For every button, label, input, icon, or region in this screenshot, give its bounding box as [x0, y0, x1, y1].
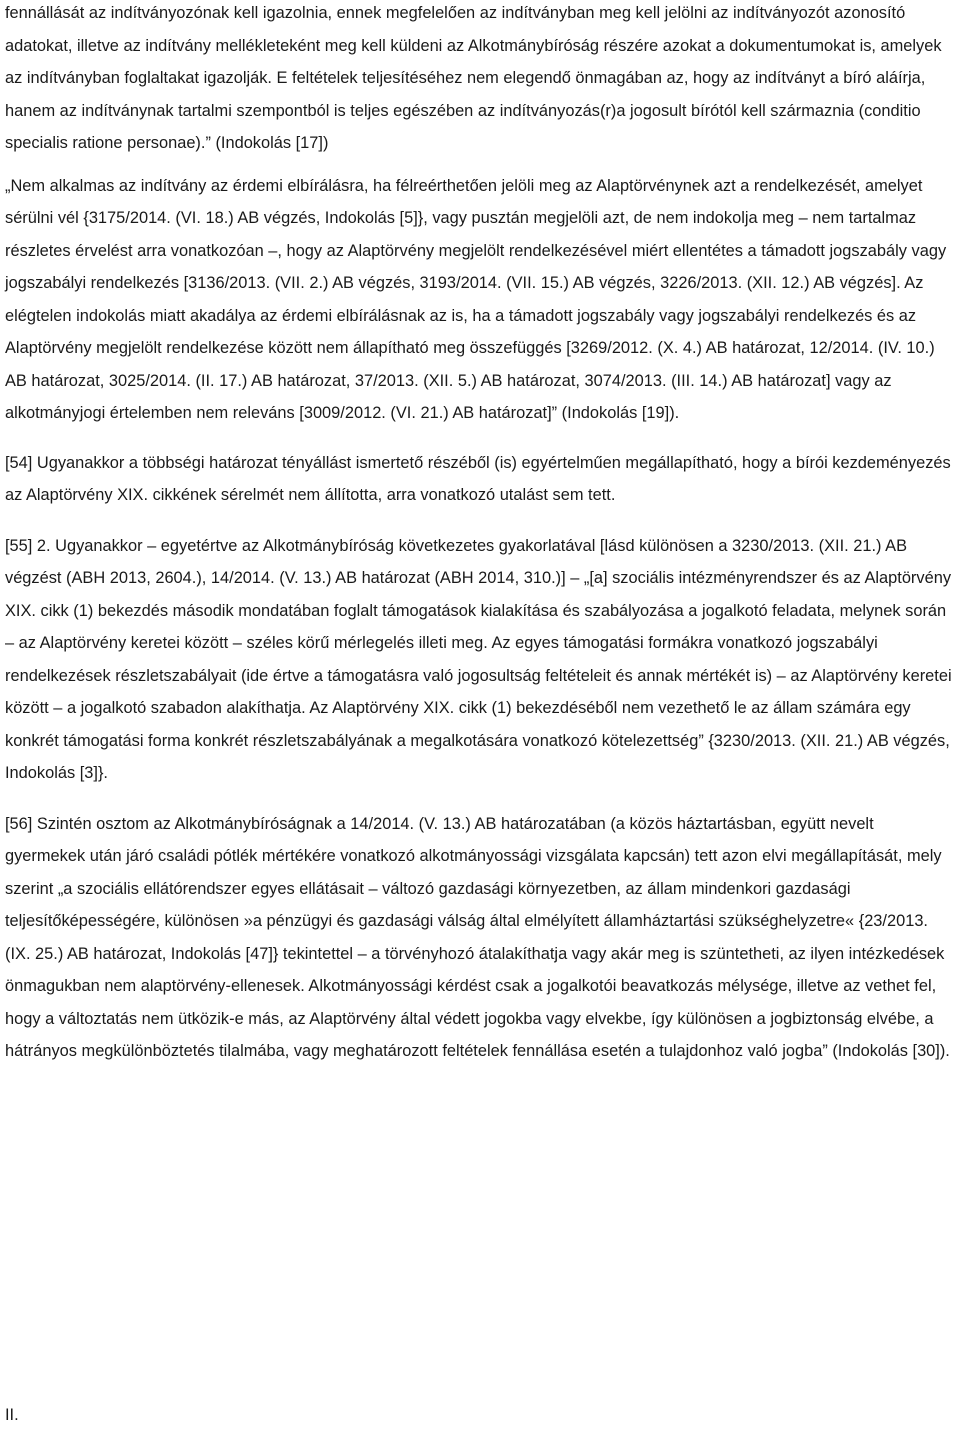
paragraph-quote-indokolas-19: „Nem alkalmas az indítvány az érdemi elbírálásra, ha félreérthetően jelöli meg az Alaptörvénynek azt a rendelkezését, amelyet sérülni vél {3175/2014. (VI. 18.) AB végzés, Indokolás [5]}, vagy pusztán megjelöli azt, de nem indokolja meg – nem tartalmaz részletes érvelést arra vonatkozóan –, hogy az Alaptörvény megjelölt rendelkezésével miért ellentétes a támadott jogszabály vagy jogszabályi rendelkezés [3136/2013. (VII. 2.) AB végzés, 3193/2014. (VII. 15.) AB végzés, 3226/2013. (XII. 12.) AB végzés]. Az elégtelen indokolás miatt akadálya az érdemi elbírálásnak az is, ha a támadott jogszabály vagy jogszabályi rendelkezés és az Alaptörvény megjelölt rendelkezése között nem állapítható meg összefüggés [3269/2012. (X. 4.) AB határozat, 12/2014. (IV. 10.) AB határozat, 3025/2014. (II. 17.) AB határozat, 37/2013. (XII. 5.) AB határozat, 3074/2013. (III. 14.) AB határozat] vagy az alkotmányjogi értelemben nem releváns [3009/2012. (VI. 21.) AB határozat]” (Indokolás [19]). [5, 176, 947, 422]
paragraph-55: [55] 2. Ugyanakkor – egyetértve az Alkotmánybíróság következetes gyakorlatával [lásd különösen a 3230/2013. (XII. 21.) AB végzést (ABH 2013, 2604.), 14/2014. (V. 13.) AB határozat (ABH 2014, 310.)] – „[a] szociális intézményrendszer és az Alaptörvény XIX. cikk (1) bekezdés második mondatában foglalt támogatások kialakítása és szabályozása a jogalkotó feladata, melynek során – az Alaptörvény keretei között – széles körű mérlegelés illeti meg. Az egyes támogatási formákra vonatkozó jogszabályi rendelkezések részletszabályait (ide értve a támogatásra való jogosultság feltételeit és annak mértékét is) – az Alaptörvény keretei között – a jogalkotó szabadon alakíthatja. Az Alaptörvény XIX. cikk (1) bekezdéséből nem vezethető le az állam számára egy konkrét támogatási forma konkrét részletszabályának a megalkotására vonatkozó kötelezettség” {3230/2013. (XII. 21.) AB végzés, Indokolás [3]}. [5, 536, 952, 782]
paragraph-54: [54] Ugyanakkor a többségi határozat tényállást ismertető részéből (is) egyértelműen megállapítható, hogy a bírói kezdeményezés az Alaptörvény XIX. cikkének sérelmét nem állította, arra vonatkozó utalást sem tett. [5, 453, 951, 504]
paragraph-56: [56] Szintén osztom az Alkotmánybíróságnak a 14/2014. (V. 13.) AB határozatában (a közös háztartásban, együtt nevelt gyermekek után járó családi pótlék mértékére vonatkozó alkotmányossági vizsgálata kapcsán) tett azon elvi megállapítását, mely szerint „a szociális ellátórendszer egyes ellátásait – változó gazdasági környezetben, az állam mindenkori gazdasági teljesítőképességére, különösen »a pénzügyi és gazdasági válság által elmélyített államháztartási szükséghelyzetre« {23/2013. (IX. 25.) AB határozat, Indokolás [47]} tekintettel – a törvényhozó átalakíthatja vagy akár meg is szüntetheti, az ilyen intézkedések önmagukban nem alaptörvény-ellenesek. Alkotmányossági kérdést csak a jogalkotói beavatkozás mélysége, illetve az vethet fel, hogy a változtatás nem ütközik-e más, az Alaptörvény által védett jogokba vagy elvekbe, így különösen a jogbiztonság elvébe, a hátrányos megkülönböztetés tilalmába, vagy meghatározott feltételek fennállása esetén a tulajdonhoz való jogba” (Indokolás [30]). [5, 814, 950, 1060]
section-marker: II. [5, 1406, 19, 1424]
document-page [5, 0, 957, 1068]
paragraph-continuation: fennállását az indítványozónak kell igazolnia, ennek megfelelően az indítványban meg kell jelölni az indítványozót azonosító adatokat, illetve az indítvány mellékleteként meg kell küldeni az Alkotmánybíróság részére azokat a dokumentumokat is, amelyek az indítványban foglaltakat igazolják. E feltételek teljesítéséhez nem elegendő önmagában az, hogy az indítványt a bíró aláírja, hanem az indítványnak tartalmi szempontból is teljes egészében az indítványozás(r)a jogosult bírótól kell származnia (conditio specialis ratione personae).” (Indokolás [17]) [5, 4, 942, 152]
